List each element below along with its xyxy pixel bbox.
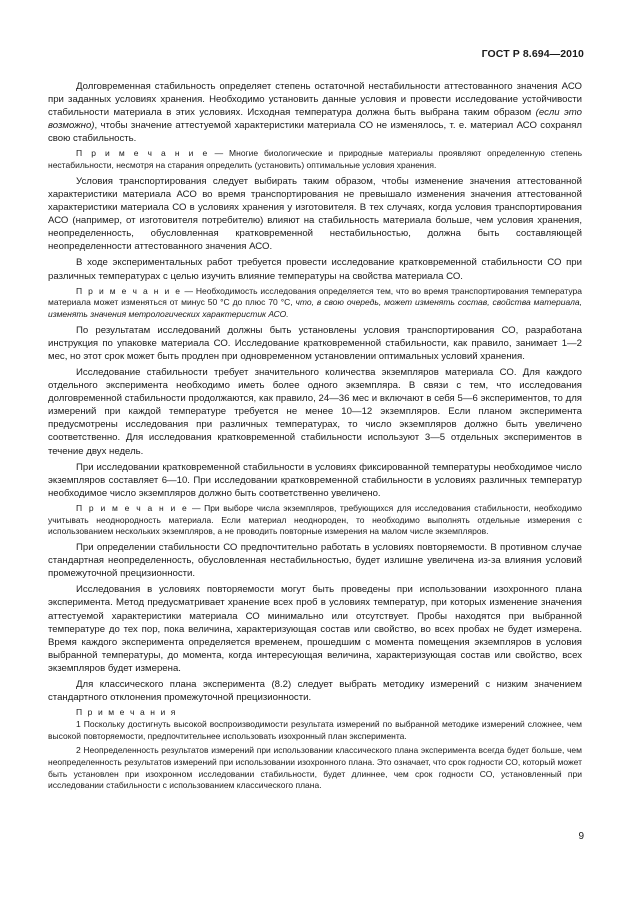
page-body xyxy=(48,80,582,795)
note-paragraph: П р и м е ч а н и е — При выборе числа экземпляров, требующихся для исследования стабильности, необходимо учитывать неоднородность материала. Если материал неоднороден, то необходимо выполнять отдельные измерения с использованием нескольких экземпляров, а не проводить повторные измерения на малом числе экземпляров. xyxy=(48,502,582,537)
body-paragraph: Долговременная стабильность определяет степень остаточной нестабильности аттестованного значения АСО при заданных условиях хранения. Необходимо установить данные условия и провести исследование устойчивости стабильности материала в этих условиях. Исходная температура должна быть выбрана таким образом (если это возможно), чтобы значение аттестуемой характеристики материала СО не изменялось, т. е. материал АСО сохранял свою стабильность. xyxy=(48,81,582,145)
note-paragraph: П р и м е ч а н и е — Необходимость исследования определяется тем, что во время транспортирования температура материала может изменяться от минус 50 °С до плюс 70 °С, что, в свою очередь, может изменять состав, свойства материала, изменять значения метрологических характеристик АСО. xyxy=(48,285,582,320)
body-paragraph: В ходе экспериментальных работ требуется провести исследование кратковременной стабильности СО при различных температурах с целью изучить влияние температуры на свойства материала СО. xyxy=(48,257,582,282)
note-label: П р и м е ч а н и е xyxy=(76,148,209,159)
body-paragraph: Условия транспортирования следует выбирать таким образом, чтобы изменение значения аттестованной характеристики материала АСО во время транспортирования не превышало изменения значения аттестованной характеристики материала СО в условиях хранения у изготовителя. В тех случаях, когда условия транспортирования АСО (например, от изготовителя потребителю) влияют на стабильность материала больше, чем условия хранения, неопределенность, обусловленная кратковременной нестабильностью, должна быть составляющей неопределенности аттестованного значения АСО. xyxy=(48,175,582,253)
notes-heading: П р и м е ч а н и я xyxy=(76,707,178,718)
body-paragraph: Исследования в условиях повторяемости могут быть проведены при использовании изохронного плана эксперимента. Метод предусматривает хранение всех проб в условиях температур, при которых изменение значения аттестуемой характеристики материала СО минимально или отсутствует. Пробы находятся при выбранной температуре до тех пор, пока величина, характеризующая состав или свойство, во всех пробах не будет измерена. Время каждого эксперимента определяется временем, прошедшим с момента помещения экземпляров в условия выбранной температуры, до момента, когда интересующая величина, характеризующая состав или свойство, всех экземпляров будет измерена. xyxy=(48,584,582,674)
body-paragraph: При определении стабильности СО предпочтительно работать в условиях повторяемости. В противном случае стандартная неопределенность, обусловленная нестабильностью, будет излишне увеличена из-за влияния условий промежуточной прецизионности. xyxy=(48,542,582,580)
body-paragraph: При исследовании кратковременной стабильности в условиях фиксированной температуры необходимое число экземпляров составляет 6—10. При исследовании кратковременной стабильности в условиях различных температур необходимое число экземпляров должно быть соответственно увеличено. xyxy=(48,461,582,499)
body-paragraph: По результатам исследований должны быть установлены условия транспортирования СО, разработана инструкция по упаковке материала СО. Исследование кратковременной стабильности, как правило, занимает 1—2 мес, но этот срок может быть продлен при одновременном установлении оптимальных условий хранения. xyxy=(48,324,582,362)
body-paragraph: Для классического плана эксперимента (8.2) следует выбрать методику измерений с низким значением стандартного отклонения промежуточной прецизионности. xyxy=(48,679,582,704)
page-number: 9 xyxy=(578,831,584,842)
note-paragraph: П р и м е ч а н и е — Многие биологические и природные материалы проявляют определенную степень нестабильности, несмотря на старания определить (установить) оптимальные условия хранения. xyxy=(48,148,582,171)
note-label: П р и м е ч а н и е xyxy=(76,502,189,513)
note-label: П р и м е ч а н и е xyxy=(76,285,182,296)
numbered-note: 1 Поскольку достигнуть высокой воспроизводимости результата измерений по выбранной методике измерений сложнее, чем высокой повторяемости, предпочтительнее использовать изохронный план эксперимента. xyxy=(48,718,582,741)
numbered-note: 2 Неопределенность результатов измерений при использовании классического плана эксперимента всегда будет больше, чем неопределенность результатов измерений при использовании изохронного плана. Это означает, что срок годности СО, который может быть установлен при изохронном исследовании стабильности, будет длиннее, чем срок годности СО, установленный при исследовании стабильности с использованием классического плана. xyxy=(48,745,582,791)
standard-header: ГОСТ Р 8.694—2010 xyxy=(481,48,584,60)
body-paragraph: Исследование стабильности требует значительного количества экземпляров материала СО. Для каждого отдельного эксперимента необходимо иметь более одного экземпляра. В связи с тем, что исследования долговременной стабильности продолжаются, как правило, 24—36 мес и включают в себя 5—6 экспериментов, то для измерений при каждой температуре требуется не менее 10—12 экземпляров. Если планом эксперимента предусмотрены исследования при различных температурах, то число экземпляров должно быть увеличено соответственно. Для исследования кратковременной стабильности используют 3—5 отдельных экспериментов в течение двух недель. xyxy=(48,367,582,457)
